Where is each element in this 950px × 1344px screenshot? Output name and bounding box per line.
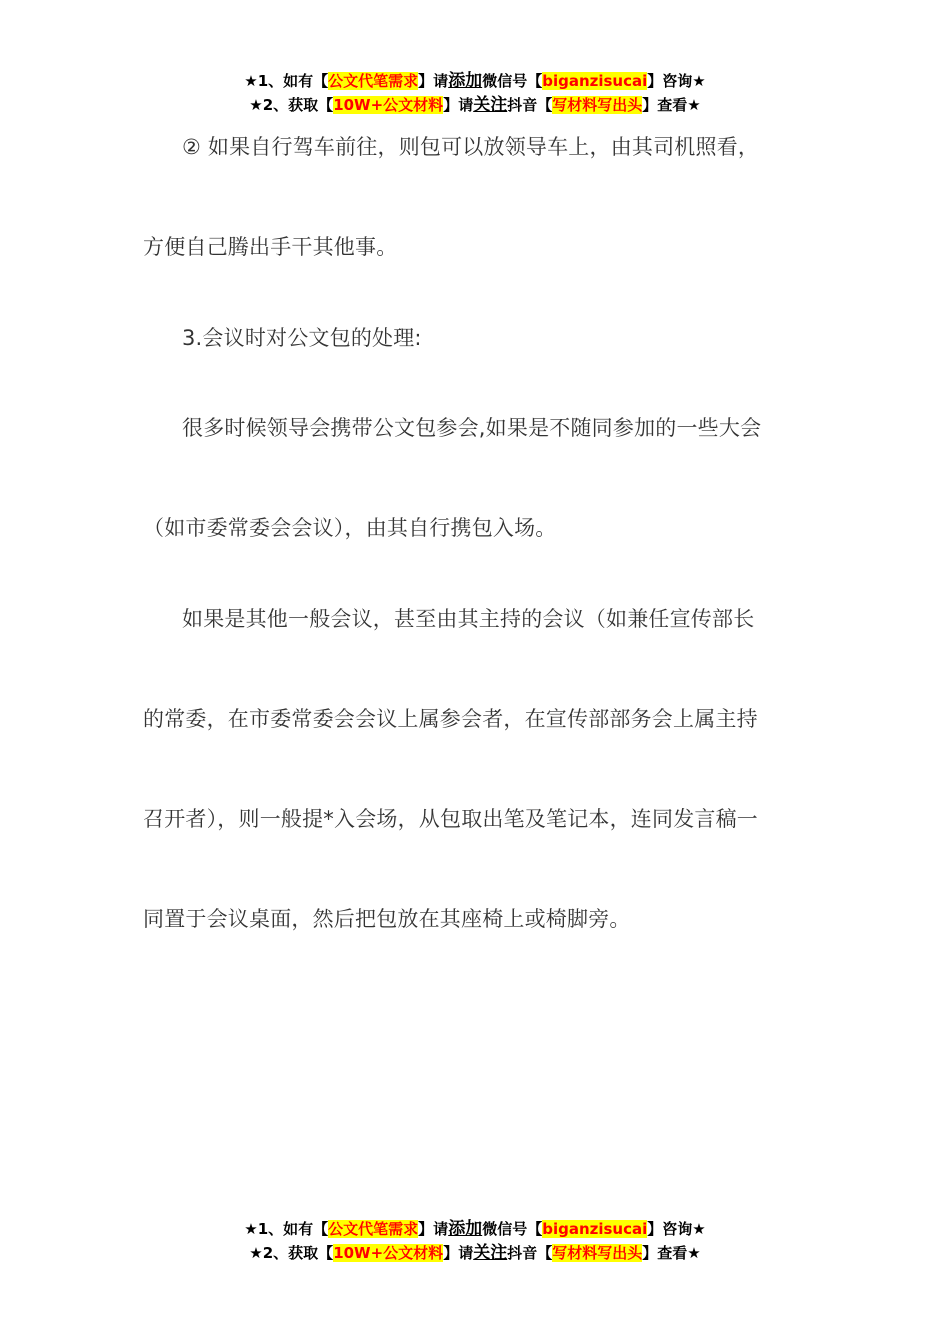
douyin-id-highlight: 写材料写出头 <box>552 96 643 114</box>
body-line: ② 如果自行驾车前往，则包可以放领导车上，由其司机照看， <box>182 135 760 159</box>
wechat-id-highlight: biganzisucai <box>542 72 648 90</box>
banner-text: ★1、如有【 <box>244 1220 329 1238</box>
footer-banner-line-1 <box>0 1217 950 1241</box>
banner-text: 】咨询★ <box>647 72 706 90</box>
section-heading: 3.会议时对公文包的处理: <box>182 326 422 350</box>
banner-emphasis: 关注 <box>473 95 508 115</box>
banner-text: 】请 <box>418 72 449 90</box>
header-banner-line-2 <box>0 93 950 117</box>
banner-highlight: 公文代笔需求 <box>328 72 419 90</box>
banner-text: 】咨询★ <box>647 1220 706 1238</box>
body-line: 方便自己腾出手干其他事。 <box>143 235 398 259</box>
body-line: 同置于会议桌面，然后把包放在其座椅上或椅脚旁。 <box>143 907 631 931</box>
banner-text: ★2、获取【 <box>249 96 334 114</box>
banner-text: 】查看★ <box>642 96 701 114</box>
banner-text: 】请 <box>418 1220 449 1238</box>
banner-emphasis: 添加 <box>448 71 483 91</box>
banner-text: 微信号【 <box>482 72 543 90</box>
header-banner <box>0 69 950 117</box>
banner-highlight: 公文代笔需求 <box>328 1220 419 1238</box>
banner-emphasis: 关注 <box>473 1243 508 1263</box>
banner-emphasis: 添加 <box>448 1219 483 1239</box>
body-line: 的常委，在市委常委会会议上属参会者，在宣传部部务会上属主持 <box>143 707 758 731</box>
douyin-id-highlight: 写材料写出头 <box>552 1244 643 1262</box>
banner-text: 抖音【 <box>507 96 553 114</box>
banner-text: 】请 <box>443 1244 474 1262</box>
body-line: 很多时候领导会携带公文包参会,如果是不随同参加的一些大会 <box>182 416 762 440</box>
banner-text: 微信号【 <box>482 1220 543 1238</box>
banner-text: ★2、获取【 <box>249 1244 334 1262</box>
banner-highlight: 10W+公文材料 <box>333 96 444 114</box>
body-line: 召开者），则一般提*入会场，从包取出笔及笔记本，连同发言稿一 <box>143 807 758 831</box>
banner-text: 】请 <box>443 96 474 114</box>
body-line: （如市委常委会会议），由其自行携包入场。 <box>143 516 557 540</box>
banner-highlight: 10W+公文材料 <box>333 1244 444 1262</box>
banner-text: ★1、如有【 <box>244 72 329 90</box>
footer-banner <box>0 1217 950 1265</box>
body-line: 如果是其他一般会议，甚至由其主持的会议（如兼任宣传部长 <box>182 607 755 631</box>
wechat-id-highlight: biganzisucai <box>542 1220 648 1238</box>
banner-text: 抖音【 <box>507 1244 553 1262</box>
header-banner-line-1 <box>0 69 950 93</box>
footer-banner-line-2 <box>0 1241 950 1265</box>
banner-text: 】查看★ <box>642 1244 701 1262</box>
